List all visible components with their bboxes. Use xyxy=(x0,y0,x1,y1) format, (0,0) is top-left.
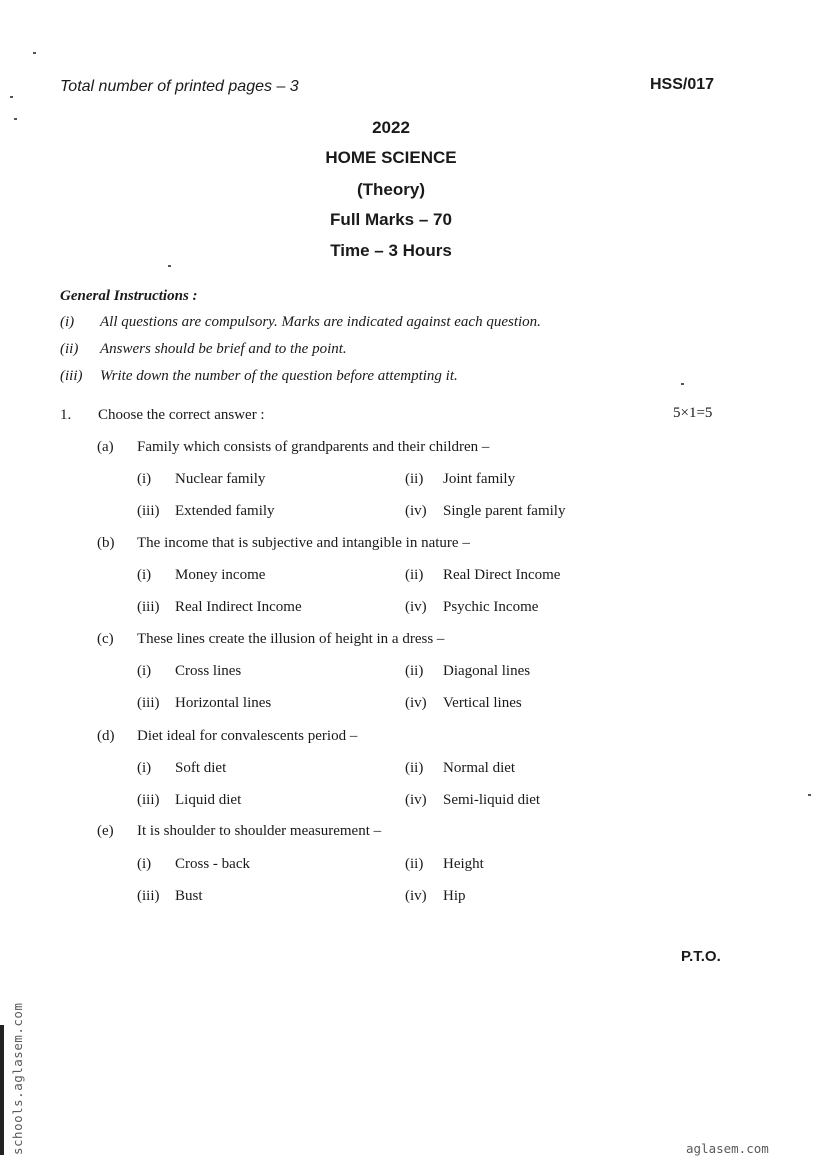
part-stem: The income that is subjective and intangible in nature – xyxy=(137,535,470,551)
option-text: Semi-liquid diet xyxy=(443,792,541,808)
option-item xyxy=(137,567,265,584)
option-item xyxy=(137,471,265,488)
scan-speck xyxy=(14,118,17,120)
option-text: Diagonal lines xyxy=(443,663,531,679)
question-text: Choose the correct answer : xyxy=(98,407,265,423)
part-label: (d) xyxy=(97,728,115,744)
part-stem: Diet ideal for convalescents period – xyxy=(137,728,358,744)
subject-title: HOME SCIENCE xyxy=(325,148,457,167)
scan-speck xyxy=(808,794,811,796)
option-item xyxy=(137,760,226,777)
option-text: Cross lines xyxy=(175,663,242,679)
part-stem: Family which consists of grandparents and their children – xyxy=(137,439,490,455)
instruction-text: All questions are compulsory. Marks are indicated against each question. xyxy=(100,314,541,330)
option-number: (i) xyxy=(137,663,152,679)
option-number: (iii) xyxy=(137,792,160,808)
option-number: (iv) xyxy=(405,695,427,711)
scan-edge-mark xyxy=(0,1025,4,1155)
option-text: Normal diet xyxy=(443,760,516,776)
part-stem: These lines create the illusion of height in a dress – xyxy=(137,631,445,647)
part-label: (e) xyxy=(97,823,114,839)
option-text: Liquid diet xyxy=(175,792,242,808)
instruction-item xyxy=(60,368,458,385)
option-text: Horizontal lines xyxy=(175,695,272,711)
option-text: Extended family xyxy=(175,503,275,519)
instruction-number: (ii) xyxy=(60,341,79,357)
option-item xyxy=(405,856,484,873)
option-text: Nuclear family xyxy=(175,471,266,487)
option-text: Hip xyxy=(443,888,466,904)
option-number: (iii) xyxy=(137,695,160,711)
option-number: (iv) xyxy=(405,503,427,519)
full-marks: Full Marks – 70 xyxy=(330,210,452,229)
option-number: (iii) xyxy=(137,599,160,615)
option-text: Cross - back xyxy=(175,856,250,872)
scan-speck xyxy=(10,96,13,98)
option-text: Vertical lines xyxy=(443,695,522,711)
exam-year: 2022 xyxy=(372,118,410,137)
pto-label: P.T.O. xyxy=(681,948,721,965)
instruction-number: (i) xyxy=(60,314,75,330)
instruction-number: (iii) xyxy=(60,368,83,384)
scan-speck xyxy=(681,383,684,385)
side-watermark: schools.aglasem.com xyxy=(10,1002,25,1155)
option-number: (i) xyxy=(137,856,152,872)
option-item xyxy=(137,663,241,680)
option-item xyxy=(405,888,466,905)
option-text: Psychic Income xyxy=(443,599,539,615)
question-part-a xyxy=(97,439,489,456)
part-label: (b) xyxy=(97,535,115,551)
option-text: Joint family xyxy=(443,471,516,487)
instruction-item xyxy=(60,341,347,358)
option-number: (iv) xyxy=(405,888,427,904)
option-item xyxy=(405,567,560,584)
part-label: (a) xyxy=(97,439,114,455)
instruction-text: Write down the number of the question before attempting it. xyxy=(100,368,458,384)
option-number: (ii) xyxy=(405,567,424,583)
scan-speck xyxy=(33,52,36,54)
option-number: (i) xyxy=(137,567,152,583)
question-part-d xyxy=(97,728,357,745)
option-item xyxy=(405,792,540,809)
option-text: Bust xyxy=(175,888,203,904)
option-text: Height xyxy=(443,856,484,872)
option-number: (ii) xyxy=(405,471,424,487)
exam-time: Time – 3 Hours xyxy=(330,241,452,260)
option-item xyxy=(405,599,538,616)
instructions-heading: General Instructions : xyxy=(60,288,198,304)
option-number: (iii) xyxy=(137,888,160,904)
paper-type: (Theory) xyxy=(357,180,425,199)
printed-pages-note: Total number of printed pages – 3 xyxy=(60,78,299,95)
option-number: (ii) xyxy=(405,760,424,776)
option-number: (i) xyxy=(137,760,152,776)
option-item xyxy=(137,888,203,905)
part-stem: It is shoulder to shoulder measurement – xyxy=(137,823,382,839)
instruction-item xyxy=(60,314,541,331)
option-item xyxy=(405,471,515,488)
option-item xyxy=(137,856,250,873)
scan-speck xyxy=(168,265,171,267)
question-part-b xyxy=(97,535,470,552)
option-number: (i) xyxy=(137,471,152,487)
option-text: Soft diet xyxy=(175,760,227,776)
question-number: 1. xyxy=(60,407,72,423)
option-item xyxy=(405,760,515,777)
option-item xyxy=(137,792,241,809)
question-part-c xyxy=(97,631,444,648)
option-item xyxy=(405,695,522,712)
option-text: Real Indirect Income xyxy=(175,599,302,615)
option-number: (iii) xyxy=(137,503,160,519)
paper-code: HSS/017 xyxy=(650,76,715,93)
option-item xyxy=(137,503,275,520)
option-item xyxy=(405,663,530,680)
part-label: (c) xyxy=(97,631,114,647)
bottom-watermark: aglasem.com xyxy=(686,1141,769,1156)
option-number: (iv) xyxy=(405,792,427,808)
option-text: Real Direct Income xyxy=(443,567,561,583)
option-item xyxy=(137,695,271,712)
option-number: (ii) xyxy=(405,663,424,679)
option-item xyxy=(137,599,302,616)
option-text: Single parent family xyxy=(443,503,566,519)
option-text: Money income xyxy=(175,567,266,583)
option-number: (ii) xyxy=(405,856,424,872)
question-marks: 5×1=5 xyxy=(673,405,713,421)
question-part-e xyxy=(97,823,381,840)
option-number: (iv) xyxy=(405,599,427,615)
instruction-text: Answers should be brief and to the point. xyxy=(100,341,347,357)
option-item xyxy=(405,503,565,520)
